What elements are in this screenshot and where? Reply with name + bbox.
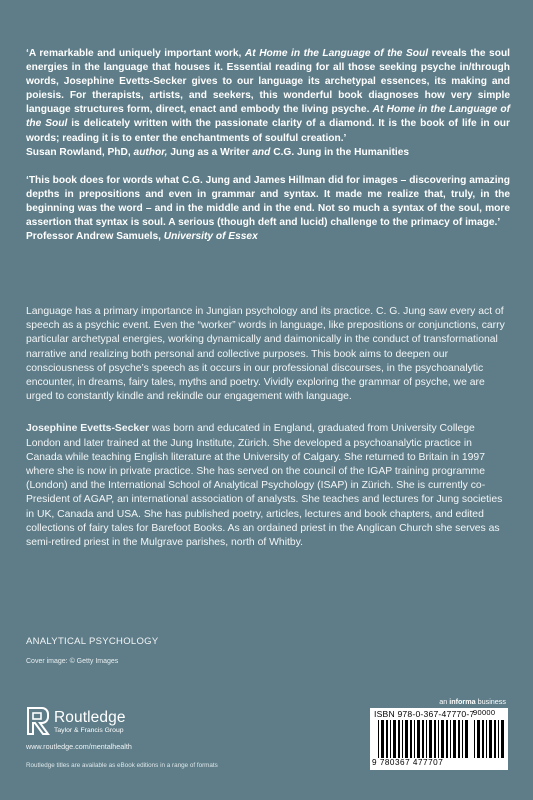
barcode-addon-bars — [474, 720, 506, 758]
publisher-url[interactable]: www.routledge.com/mentalhealth — [26, 742, 132, 751]
quote-text: ‘This book does for words what C.G. Jung and James Hillman did for images – discovering amazing depths in prepositions and even in grammar and syntax. It made me realize that, truly, in the beginning was the word – and in the middle and in the end. Not so much a syntax of the soul, more assertion that syntax is soul. A serious (though deft and lucid) challenge to the primacy of image.’ — [26, 174, 510, 229]
author-bio: Josephine Evetts-Secker was born and educated in England, graduated from University College London and later trained at the Jung Institute, Zürich. She developed a psychoanalytic practice in Canada while teaching English literature at the University of Calgary. She returned to Britain in 1997 where she is now in private practice. She has served on the council of the IGAP training programme (London) and the International School of Analytical Psychology (ISAP) in Zürich. She is currently co-President of AGAP, an international association of analysts. She teaches and lectures for Jung societies in UK, Canada and USA. She has published poetry, articles, lectures and book chapters, and edited collections of fairy tales for Barefoot Books. As an ordained priest in the Anglican Church she serves as semi-retired priest in the Mulgrave parishes, north of Whitby. — [26, 423, 503, 549]
informa-tagline: an informa business — [439, 697, 506, 706]
barcode-bars — [378, 720, 472, 758]
author-name: Josephine Evetts-Secker — [26, 423, 150, 435]
description-text: Language has a primary importance in Jungian psychology and its practice. C. G. Jung saw every act of speech as a psychic event. Even the “worker” words in language, like prepositions or conjunctions, carry particular archetypal energies, working dynamically and daimonically in the conduct of transformational narrative and realizing both personal and collective purposes. This book aims to deepen our consciousness of psyche’s speech as it occurs in our professional discourses, in the psychoanalytic encounter, in dreams, fairy tales, myths and poetry. Vividly exploring the grammar of psyche, we are urged to constantly kindle and rekindle our engagement with language. — [26, 306, 505, 403]
publisher-group: Taylor & Francis Group — [54, 727, 124, 734]
book-description — [26, 305, 510, 550]
barcode-digits: 9 780367 477707 — [372, 758, 444, 767]
publisher-logo — [26, 706, 226, 736]
book-title: At Home in the Language of the Soul — [244, 48, 429, 59]
quote-rowland — [26, 47, 510, 160]
quote-attribution: Professor Andrew Samuels, University of Essex — [26, 231, 258, 243]
isbn-label: ISBN 978-0-367-47770-7 — [374, 709, 475, 719]
publisher-name: Routledge — [54, 709, 126, 726]
quote-attribution: Susan Rowland, PhD, author, Jung as a Writer and C.G. Jung in the Humanities — [26, 146, 410, 158]
quote-samuels — [26, 174, 510, 244]
cover-credit: Cover image: © Getty Images — [26, 658, 119, 665]
ebook-notice: Routledge titles are available as eBook editions in a range of formats — [26, 762, 218, 769]
subject-category: ANALYTICAL PSYCHOLOGY — [26, 636, 159, 647]
review-quotes — [26, 47, 510, 244]
book-title: At Home in the Language of the Soul — [26, 104, 510, 130]
isbn-barcode — [370, 708, 508, 770]
routledge-logo-icon — [26, 706, 50, 736]
barcode-addon-digits: 90000 — [473, 708, 496, 717]
quote-text: ‘A remarkable and uniquely important work, At Home in the Language of the Soul reveals the soul energies in the language that houses it. Essential reading for all those seeking psyche in/through words, Josephine Evetts-Secker gives to our language its archetypal essences, its making and poiesis. For therapists, artists, and seekers, this wonderful book diagnoses how very simple language structures form, direct, enact and embody the living psyche. At Home in the Language of the Soul is delicately written with the passionate clarity of a diamond. It is the book of life in our words; reading it is to enter the enchantments of soulful creation.’ — [26, 48, 511, 144]
